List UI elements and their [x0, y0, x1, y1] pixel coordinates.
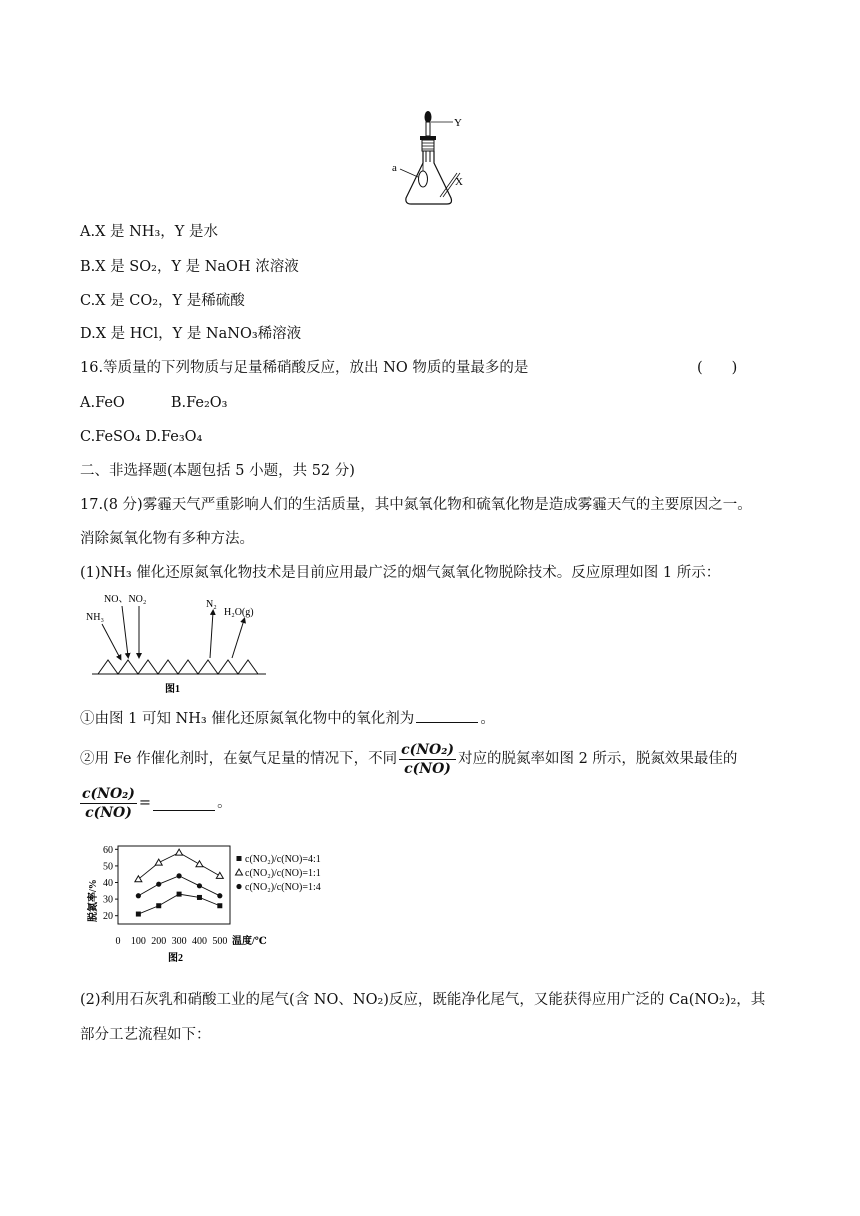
q16-options-ab [80, 393, 227, 413]
data-point-triangle [135, 876, 142, 882]
data-point-triangle [176, 849, 183, 855]
q17-part2-line2: 部分工艺流程如下： [80, 1027, 211, 1043]
legend-marker-square [237, 856, 242, 861]
q17-part2-line1: (2)利用石灰乳和硝酸工业的尾气(含 NO、NO₂)反应，既能净化尾气，又能获得应用广泛的 Ca(NO₂)₂，其 [80, 992, 766, 1008]
y-tick-label: 50 [103, 861, 113, 873]
data-point-square [136, 912, 141, 917]
x-tick-label: 100 [130, 936, 146, 947]
section-heading: 二、非选择题(本题包括 5 小题，共 52 分) [80, 463, 355, 479]
y-tick-label: 40 [103, 878, 113, 890]
figure-2-chart [82, 838, 342, 970]
q16-stem: 16.等质量的下列物质与足量稀硝酸反应，放出 NO 物质的量最多的是 [80, 360, 529, 376]
label-x: X [455, 176, 463, 188]
q17-sub2-line1 [80, 738, 737, 780]
legend-label: c(NO₂)/c(NO)=1:4 [245, 882, 321, 893]
flask-apparatus-figure [385, 105, 495, 210]
data-point-square [177, 892, 182, 897]
data-point-triangle [216, 872, 223, 878]
data-point-circle [217, 893, 222, 898]
data-point-triangle [196, 861, 203, 867]
q17-stem-line1: 17.(8 分)雾霾天气严重影响人们的生活质量，其中氮氧化物和硫氧化物是造成雾霾天气的主要原因之一。 [80, 497, 752, 513]
q17-sub1-end: 。 [480, 711, 495, 727]
q17-stem-line2: 消除氮氧化物有多种方法。 [80, 531, 254, 547]
fraction-denominator: c(NO) [404, 760, 451, 777]
data-point-circle [156, 882, 161, 887]
y-tick-label: 20 [103, 911, 113, 923]
equals-sign: = [138, 795, 152, 811]
data-point-circle [197, 883, 202, 888]
fraction-denominator-2: c(NO) [85, 804, 132, 821]
q16-options-cd: C.FeSO₄ D.Fe₃O₄ [80, 429, 203, 445]
y-tick-label: 60 [103, 844, 113, 856]
fig1-nh3-label: NH₃ [86, 612, 104, 623]
legend-marker-circle [236, 884, 241, 889]
q17-sub2-text-a: ②用 Fe 作催化剂时，在氨气足量的情况下，不同 [80, 751, 398, 767]
x-tick-label: 400 [191, 936, 207, 947]
y-axis-label: 脱氮率/% [88, 879, 99, 922]
q15-option-a: A.X 是 NH₃，Y 是水 [80, 224, 218, 240]
ratio-fraction-answer [80, 786, 137, 821]
legend-label: c(NO₂)/c(NO)=4:1 [245, 854, 321, 865]
q15-option-c: C.X 是 CO₂，Y 是稀硫酸 [80, 293, 245, 309]
fig1-caption: 图1 [165, 684, 180, 695]
ratio-fraction-inline [399, 742, 456, 777]
x-tick-label: 200 [151, 936, 167, 947]
q17-part1: (1)NH₃ 催化还原氮氧化物技术是目前应用最广泛的烟气氮氧化物脱除技术。反应原理如图 1 所示： [80, 565, 721, 581]
answer-blank-2[interactable] [153, 796, 215, 811]
data-point-square [217, 903, 222, 908]
x-tick-label: 300 [171, 936, 187, 947]
data-point-square [156, 903, 161, 908]
answer-blank-1[interactable] [416, 708, 478, 723]
q16-option-a: A.FeO [80, 395, 125, 411]
label-a: a [392, 162, 397, 174]
q17-sub2-end: 。 [217, 795, 232, 811]
q15-option-d: D.X 是 HCl，Y 是 NaNO₃稀溶液 [80, 326, 302, 342]
x-tick-label: 0 [115, 936, 121, 947]
fig1-n2-label: N₂ [206, 599, 217, 610]
x-axis-label: 温度/℃ [232, 936, 267, 947]
fraction-numerator-2: c(NO₂) [82, 785, 135, 802]
legend-label: c(NO₂)/c(NO)=1:1 [245, 868, 321, 879]
y-tick-label: 30 [103, 894, 113, 906]
q17-sub1 [80, 708, 495, 729]
label-y: Y [454, 117, 462, 129]
q17-sub2-line2 [78, 782, 232, 824]
q17-sub2-text-b: 对应的脱氮率如图 2 所示，脱氮效果最佳的 [457, 751, 738, 767]
legend-marker-triangle [236, 869, 243, 875]
fraction-numerator: c(NO₂) [401, 741, 454, 758]
x-tick-label: 500 [212, 936, 228, 947]
fig1-no-no2-label: NO、NO₂ [104, 594, 147, 605]
plot-frame [118, 846, 230, 924]
data-point-square [197, 895, 202, 900]
data-point-circle [176, 873, 181, 878]
data-point-triangle [155, 859, 162, 865]
fig1-h2o-label: H₂O(g) [224, 607, 254, 618]
figure-1-reaction-diagram [82, 590, 272, 700]
series-line-1 [138, 894, 219, 914]
q17-sub1-text: ①由图 1 可知 NH₃ 催化还原氮氧化物中的氧化剂为 [80, 711, 415, 727]
q16-option-b: B.Fe₂O₃ [170, 395, 228, 411]
q16-answer-paren: ( ) [697, 360, 738, 376]
data-point-circle [136, 893, 141, 898]
q15-option-b: B.X 是 SO₂，Y 是 NaOH 浓溶液 [80, 259, 299, 275]
fig2-caption: 图2 [168, 953, 183, 964]
